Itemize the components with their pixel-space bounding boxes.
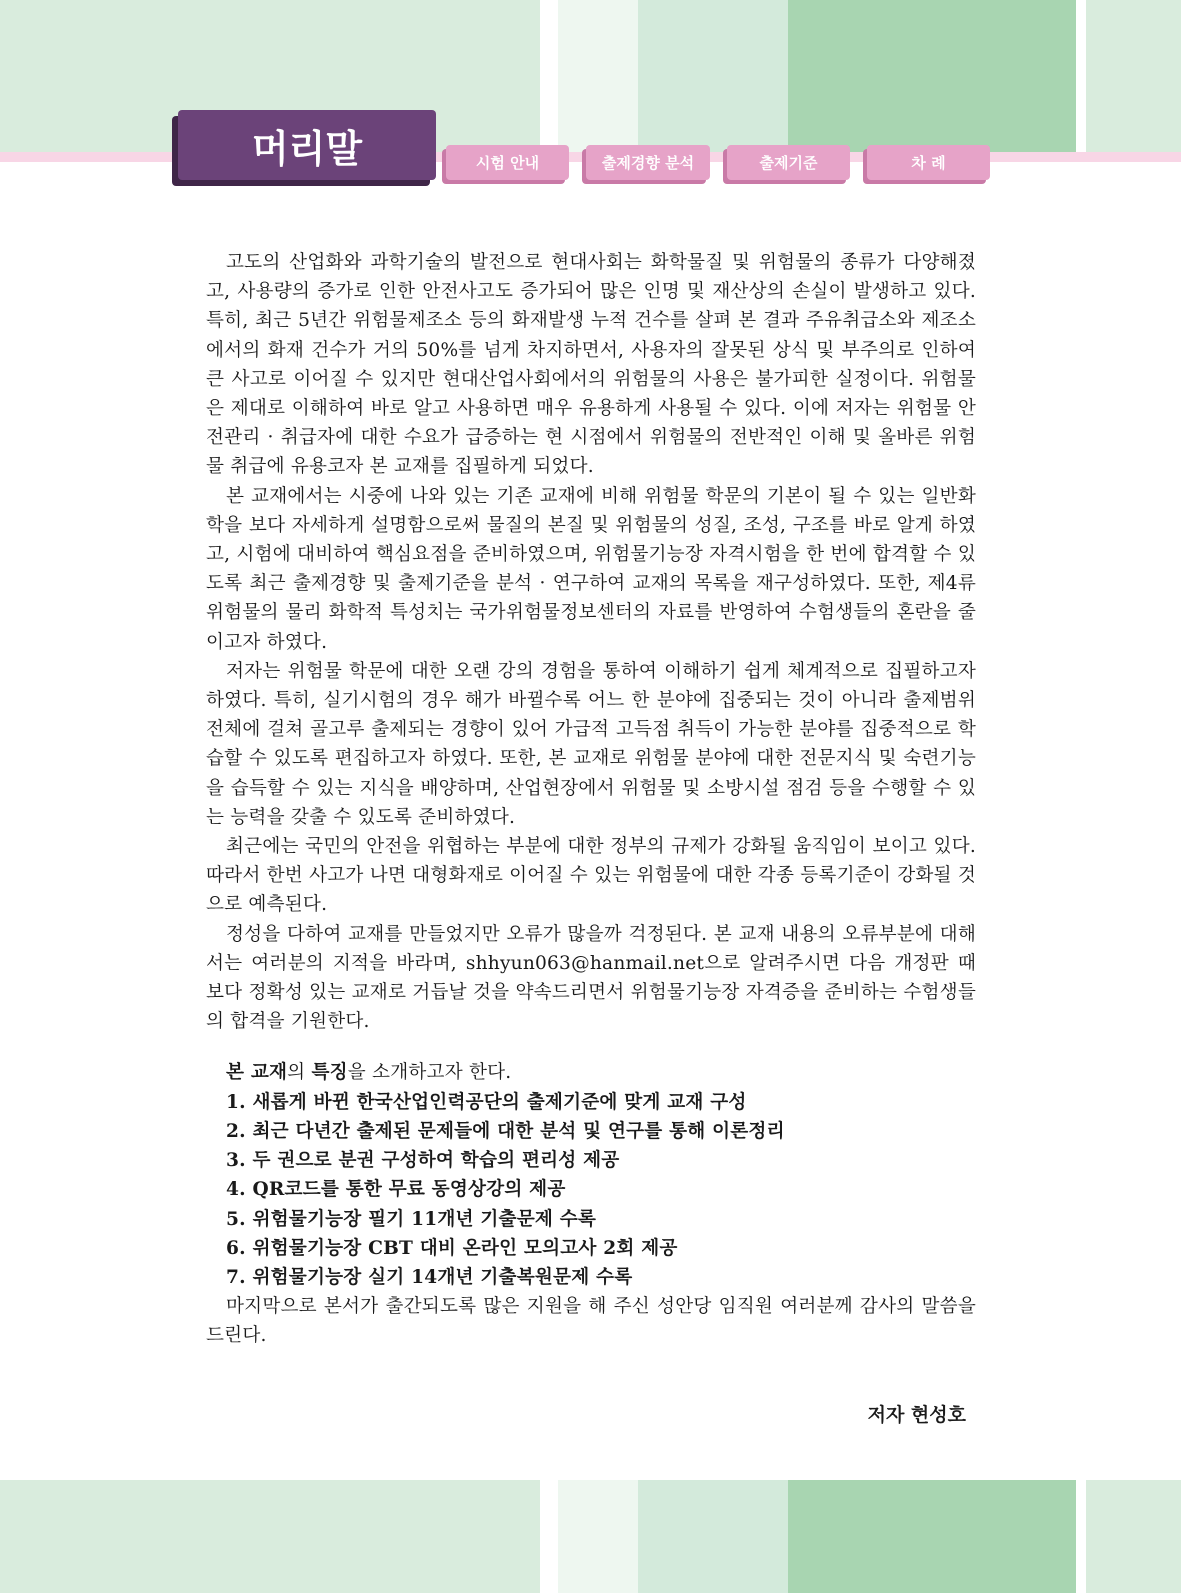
tab-exam-criteria[interactable]: 출제기준: [727, 145, 850, 180]
paragraph: 정성을 다하여 교재를 만들었지만 오류가 많을까 걱정된다. 본 교재 내용의 오류부분에 대해서는 여러분의 지적을 바라며, shhyun063@hanmail.net으로 알려주시면 다음 개정판 때 보다 정확성 있는 교재로 거듭날 것을 약속드리면서 위험물기능장 자격증을 준비하는 수험생들의 합격을 기원한다.: [206, 923, 976, 1033]
tab-trend-analysis[interactable]: 출제경향 분석: [586, 145, 710, 180]
tab-contents[interactable]: 차 례: [867, 145, 990, 180]
paragraph: 고도의 산업화와 과학기술의 발전으로 현대사회는 화학물질 및 위험물의 종류가 다양해졌고, 사용량의 증가로 인한 안전사고도 증가되어 많은 인명 및 재산상의 손실이 발생하고 있다. 특히, 최근 5년간 위험물제조소 등의 화재발생 누적 건수를 살펴 본 결과 주유취급소와 제조소에서의 화재 건수가 거의 50%를 넘게 차지하면서, 사용자의 잘못된 상식 및 부주의로 인하여 큰 사고로 이어질 수 있지만 현대산업사회에서의 위험물의 사용은 불가피한 실정이다. 위험물은 제대로 이해하여 바로 알고 사용하면 매우 유용하게 사용될 수 있다. 이에 저자는 위험물 안전관리 · 취급자에 대한 수요가 급증하는 현 시점에서 위험물의 전반적인 이해 및 올바른 위험물 취급에 유용코자 본 교재를 집필하게 되었다.: [206, 252, 976, 478]
bottom-decorative-band: [0, 1480, 1181, 1593]
list-item: 5. 위험물기능장 필기 11개년 기출문제 수록: [226, 1208, 597, 1230]
paragraph: 저자는 위험물 학문에 대한 오랜 강의 경험을 통하여 이해하기 쉽게 체계적으로 집필하고자 하였다. 특히, 실기시험의 경우 해가 바뀔수록 어느 한 분야에 집중되는 것이 아니라 출제범위 전체에 걸쳐 골고루 출제되는 경향이 있어 가급적 고득점 취득이 가능한 분야를 집중적으로 학습할 수 있도록 편집하고자 하였다. 또한, 본 교재로 위험물 분야에 대한 전문지식 및 숙련기능을 습득할 수 있는 지식을 배양하며, 산업현장에서 위험물 및 소방시설 점검 등을 수행할 수 있는 능력을 갖출 수 있도록 준비하였다.: [206, 660, 976, 828]
list-item: 6. 위험물기능장 CBT 대비 온라인 모의고사 2회 제공: [226, 1237, 678, 1259]
list-item: 4. QR코드를 통한 무료 동영상강의 제공: [226, 1179, 566, 1201]
features-list: [226, 1088, 976, 1292]
tab-exam-guide[interactable]: 시험 안내: [446, 145, 569, 180]
list-item: 3. 두 권으로 분권 구성하여 학습의 편리성 제공: [226, 1150, 620, 1172]
features-section: [206, 1058, 976, 1292]
paragraph: 본 교재에서는 시중에 나와 있는 기존 교재에 비해 위험물 학문의 기본이 될 수 있는 일반화학을 보다 자세하게 설명함으로써 물질의 본질 및 위험물의 성질, 조성, 구조를 바로 알게 하였고, 시험에 대비하여 핵심요점을 준비하였으며, 위험물기능장 자격시험을 한 번에 합격할 수 있도록 최근 출제경향 및 출제기준을 분석 · 연구하여 교재의 목록을 재구성하였다. 또한, 제4류 위험물의 물리 화학적 특성치는 국가위험물정보센터의 자료를 반영하여 수험생들의 혼란을 줄이고자 하였다.: [206, 485, 976, 653]
preface-body: [206, 248, 976, 1351]
list-item: 2. 최근 다년간 출제된 문제들에 대한 분석 및 연구를 통해 이론정리: [226, 1120, 785, 1142]
author-signature: 저자 현성호: [867, 1404, 966, 1426]
list-item: 1. 새롭게 바뀐 한국산업인력공단의 출제기준에 맞게 교재 구성: [226, 1091, 747, 1113]
tab-preface[interactable]: 머리말: [178, 110, 436, 180]
list-item: 7. 위험물기능장 실기 14개년 기출복원문제 수록: [226, 1266, 633, 1288]
features-intro: 본 교재의 특징을 소개하고자 한다.: [226, 1062, 512, 1084]
paragraph: 최근에는 국민의 안전을 위협하는 부분에 대한 정부의 규제가 강화될 움직임이 보이고 있다. 따라서 한번 사고가 나면 대형화재로 이어질 수 있는 위험물에 대한 각종 등록기준이 강화될 것으로 예측된다.: [206, 836, 976, 916]
closing-paragraph: 마지막으로 본서가 출간되도록 많은 지원을 해 주신 성안당 임직원 여러분께 감사의 말씀을 드린다.: [206, 1296, 976, 1347]
